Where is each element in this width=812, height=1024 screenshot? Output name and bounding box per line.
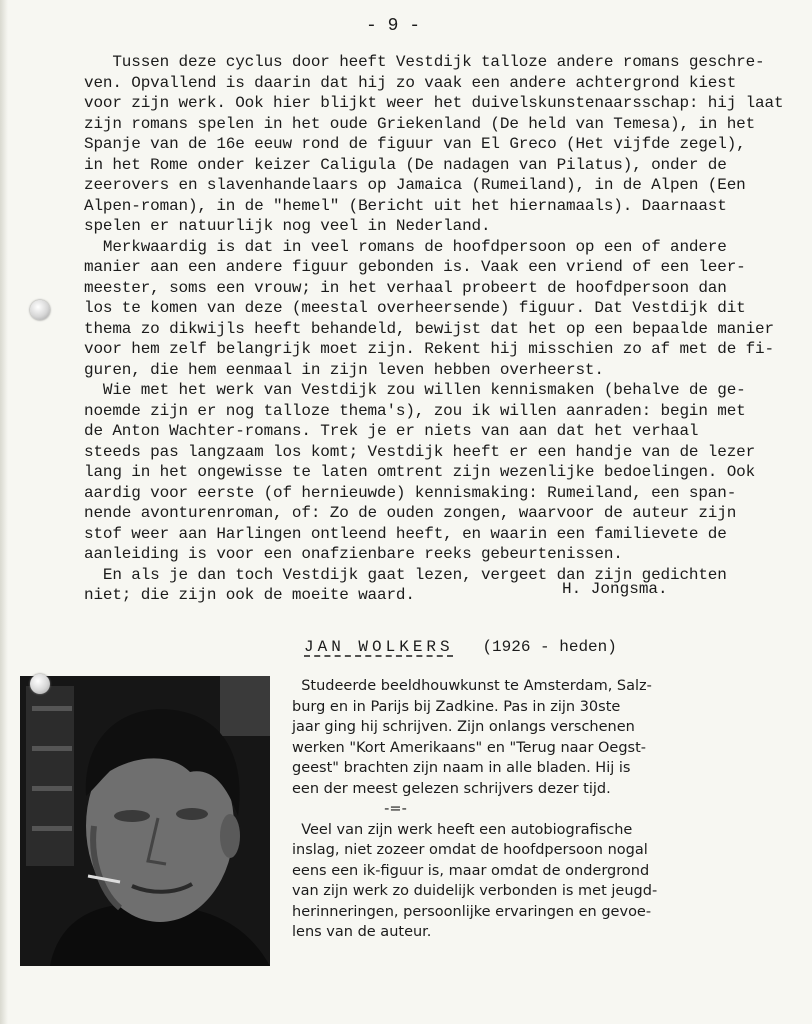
body-text-line: Alpen-roman), in de "hemel" (Bericht uit het hiernamaals). Daarnaast [84, 196, 727, 215]
body-text-line: Merkwaardig is dat in veel romans de hoofdpersoon op een of andere [84, 237, 727, 256]
punch-hole-bottom [30, 674, 50, 694]
body-text-line: de Anton Wachter-romans. Trek je er niets van aan dat het verhaal [84, 422, 699, 440]
body-text-line: guren, die hem eenmaal in zijn leven hebben overheerst. [84, 360, 604, 379]
bio-text-line: burg en in Parijs bij Zadkine. Pas in zijn 30ste [292, 698, 621, 715]
body-text-line: lang in het ongewisse te laten omtrent zijn wezenlijke bedoelingen. Ook [84, 463, 756, 481]
body-text-line: Wie met het werk van Vestdijk zou willen kennismaken (behalve de ge- [84, 381, 746, 399]
author-years: (1926 - heden) [482, 638, 617, 656]
body-text-line: voor zijn werk. Ook hier blijkt weer het duivelskunstenaarsschap: hij laat [84, 94, 784, 112]
body-text-line: thema zo dikwijls heeft behandeld, bewijst dat het op een bepaalde manier [84, 319, 774, 338]
bio-text-line: een der meest gelezen schrijvers dezer tijd. [292, 780, 611, 797]
page-number: - 9 - [366, 16, 421, 36]
bio-text-line: -=- [292, 801, 407, 817]
bio-text-line: eens een ik-figuur is, maar omdat de ondergrond [292, 862, 650, 879]
body-text-line: meester, soms een vrouw; in het verhaal probeert de hoofdpersoon dan [84, 278, 727, 297]
bio-text-line: Veel van zijn werk heeft een autobiografische [292, 821, 633, 838]
bio-text-line: inslag, niet zozeer omdat de hoofdpersoon nogal [292, 842, 648, 858]
body-text-line: los te komen van deze (meestal overheersende) figuur. Dat Vestdijk dit [84, 299, 746, 317]
body-text-line: En als je dan toch Vestdijk gaat lezen, vergeet dan zijn gedichten [84, 565, 727, 584]
bio-text-line: herinneringen, persoonlijke ervaringen en gevoe- [292, 903, 652, 920]
bio-text-line: lens van de auteur. [292, 924, 432, 940]
body-text-line: zeerovers en slavenhandelaars op Jamaica (Rumeiland), in de Alpen (Een [84, 176, 746, 194]
body-text-line: aanleiding is voor een onafzienbare reeks gebeurtenissen. [84, 545, 623, 563]
bio-text-line: jaar ging hij schrijven. Zijn onlangs verschenen [292, 719, 635, 735]
punch-hole-top [30, 300, 50, 320]
body-text-line: spelen er natuurlijk nog veel in Nederland. [84, 217, 491, 235]
body-text-line: ven. Opvallend is daarin dat hij zo vaak een andere achtergrond kiest [84, 73, 737, 92]
bio-text-line: Studeerde beeldhouwkunst te Amsterdam, Salz- [292, 678, 652, 694]
body-text-line: steeds pas langzaam los komt; Vestdijk heeft er een handje van de lezer [84, 442, 756, 461]
bio-text-line: geest" brachten zijn naam in alle bladen. Hij is [292, 760, 631, 776]
bio-text-line: van zijn werk zo duidelijk verbonden is met jeugd- [292, 883, 658, 899]
article-body [84, 52, 784, 606]
body-text-line: aardig voor eerste (of hernieuwde) kennismaking: Rumeiland, een span- [84, 483, 737, 502]
body-text-line: niet; die zijn ook de moeite waard. [84, 586, 415, 604]
page-edge [0, 0, 8, 1024]
body-text-line: manier aan een andere figuur gebonden is. Vaak een vriend of een leer- [84, 258, 746, 276]
section-heading [304, 638, 617, 656]
author-signature: H. Jongsma. [562, 580, 668, 598]
body-text-line: in het Rome onder keizer Caligula (De nadagen van Pilatus), onder de [84, 155, 727, 174]
body-text-line: Spanje van de 16e eeuw rond de figuur van El Greco (Het vijfde zegel), [84, 135, 746, 153]
body-text-line: voor hem zelf belangrijk moet zijn. Rekent hij misschien zo af met de fi- [84, 340, 774, 358]
author-photo [20, 676, 270, 966]
body-text-line: zijn romans spelen in het oude Griekenland (De held van Temesa), in het [84, 114, 756, 133]
bio-text-line: werken "Kort Amerikaans" en "Terug naar Oegst- [292, 739, 647, 756]
body-text-line: nende avonturenroman, of: Zo de ouden zongen, waarvoor de auteur zijn [84, 504, 737, 522]
author-bio [292, 676, 792, 943]
body-text-line: noemde zijn er nog talloze thema's), zou ik willen aanraden: begin met [84, 401, 746, 420]
body-text-line: stof weer aan Harlingen ontleend heeft, en waarin een familievete de [84, 524, 727, 543]
body-text-line: Tussen deze cyclus door heeft Vestdijk talloze andere romans geschre- [84, 53, 765, 71]
author-name: JAN WOLKERS [304, 638, 454, 656]
portrait-image [20, 676, 270, 966]
